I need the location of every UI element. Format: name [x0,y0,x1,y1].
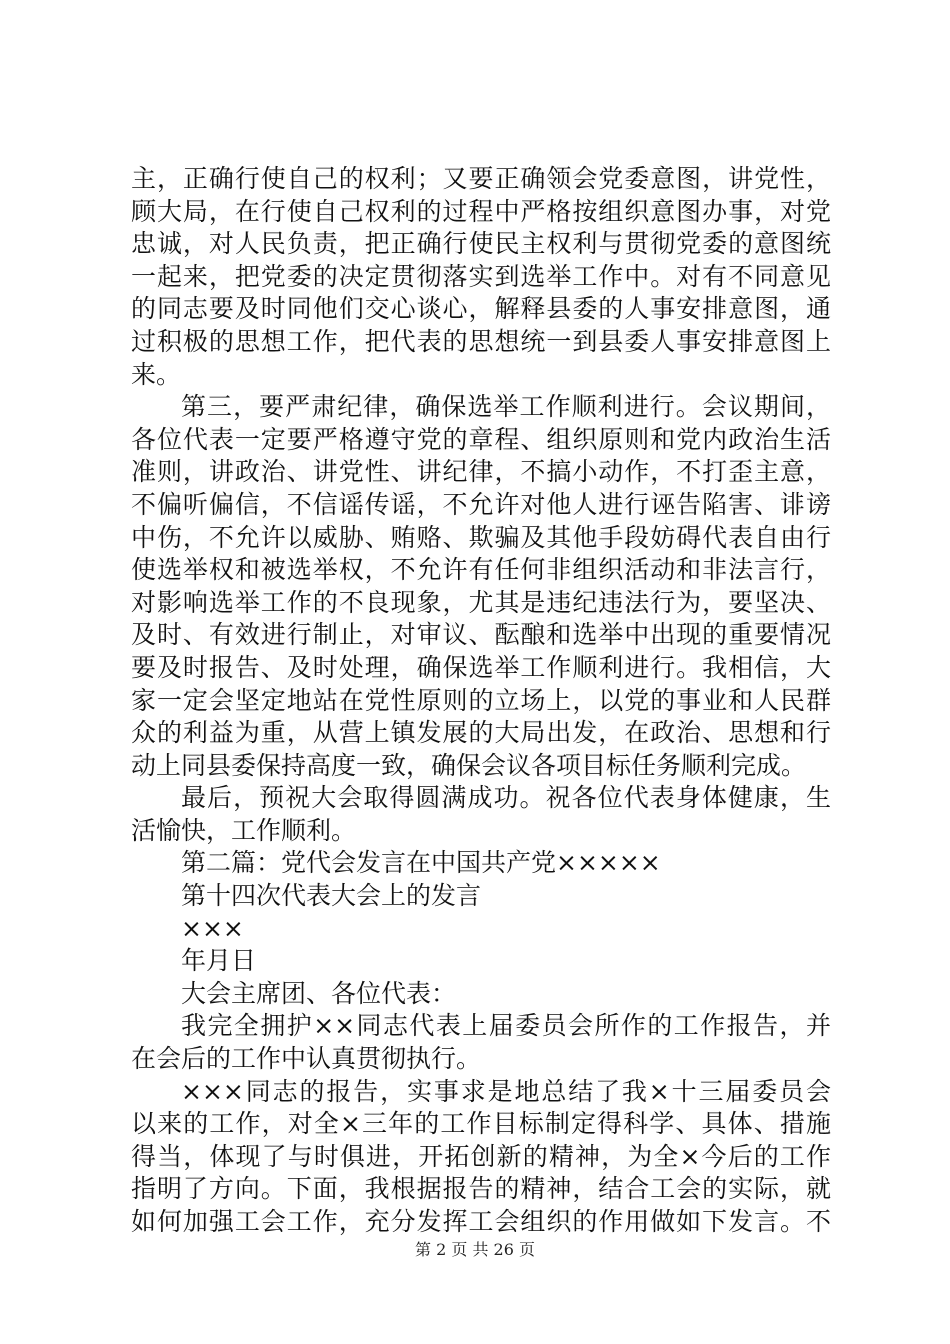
text-line: 指明了方向。下面，我根据报告的精神，结合工会的实际，就 [131,1174,831,1204]
text-line: 年月日 [181,946,257,976]
text-line: 活愉快，工作顺利。 [131,815,357,845]
text-line: 顾大局，在行使自己权利的过程中严格按组织意图办事，对党 [131,196,831,226]
text-line: 家一定会坚定地站在党性原则的立场上，以党的事业和人民群 [131,685,831,715]
text-line: 各位代表一定要严格遵守党的章程、组织原则和党内政治生活 [131,424,831,454]
text-line: 第十四次代表大会上的发言 [181,881,482,911]
text-line: 第二篇：党代会发言在中国共产党××××× [181,848,661,878]
text-line: 忠诚，对人民负责，把正确行使民主权利与贯彻党委的意图统 [131,229,831,259]
text-line: 的同志要及时同他们交心谈心，解释县委的人事安排意图，通 [131,294,831,324]
text-line: 如何加强工会工作，充分发挥工会组织的作用做如下发言。不 [131,1207,831,1236]
text-line: ×××同志的报告，实事求是地总结了我×十三届委员会 [181,1076,831,1106]
text-line: 在会后的工作中认真贯彻执行。 [131,1044,482,1074]
text-line: 以来的工作，对全×三年的工作目标制定得科学、具体、措施 [131,1109,831,1139]
text-line: 使选举权和被选举权，不允许有任何非组织活动和非法言行， [131,555,831,585]
text-line: 来。 [131,359,182,389]
text-line: 得当，体现了与时俱进，开拓创新的精神，为全×今后的工作 [131,1141,831,1171]
text-line: 众的利益为重，从营上镇发展的大局出发，在政治、思想和行 [131,718,831,748]
page-footer: 第 2 页 共 26 页 [415,1240,535,1259]
text-line: 第三，要严肃纪律，确保选举工作顺利进行。会议期间， [181,392,831,422]
text-line: 一起来，把党委的决定贯彻落实到选举工作中。对有不同意见 [131,261,831,291]
text-line: 准则，讲政治、讲党性、讲纪律，不搞小动作，不打歪主意， [131,457,831,487]
text-line: 及时、有效进行制止，对审议、酝酿和选举中出现的重要情况 [131,620,831,650]
text-line: 主，正确行使自己的权利；又要正确领会党委意图，讲党性， [131,164,831,193]
text-line: ××× [181,913,244,943]
text-line: 最后，预祝大会取得圆满成功。祝各位代表身体健康，生 [181,783,831,813]
text-line: 过积极的思想工作，把代表的思想统一到县委人事安排意图上 [131,326,831,356]
text-line: 对影响选举工作的不良现象，尤其是违纪违法行为，要坚决、 [131,587,831,617]
text-line: 中伤，不允许以威胁、贿赂、欺骗及其他手段妨碍代表自由行 [131,522,831,552]
text-line: 动上同县委保持高度一致，确保会议各项目标任务顺利完成。 [131,750,807,780]
text-line: 我完全拥护××同志代表上届委员会所作的工作报告，并 [181,1011,831,1041]
text-line: 不偏听偏信，不信谣传谣，不允许对他人进行诬告陷害、诽谤 [131,489,831,519]
text-line: 大会主席团、各位代表： [181,978,457,1008]
text-line: 要及时报告、及时处理，确保选举工作顺利进行。我相信，大 [131,652,831,682]
body-text [131,163,831,1239]
